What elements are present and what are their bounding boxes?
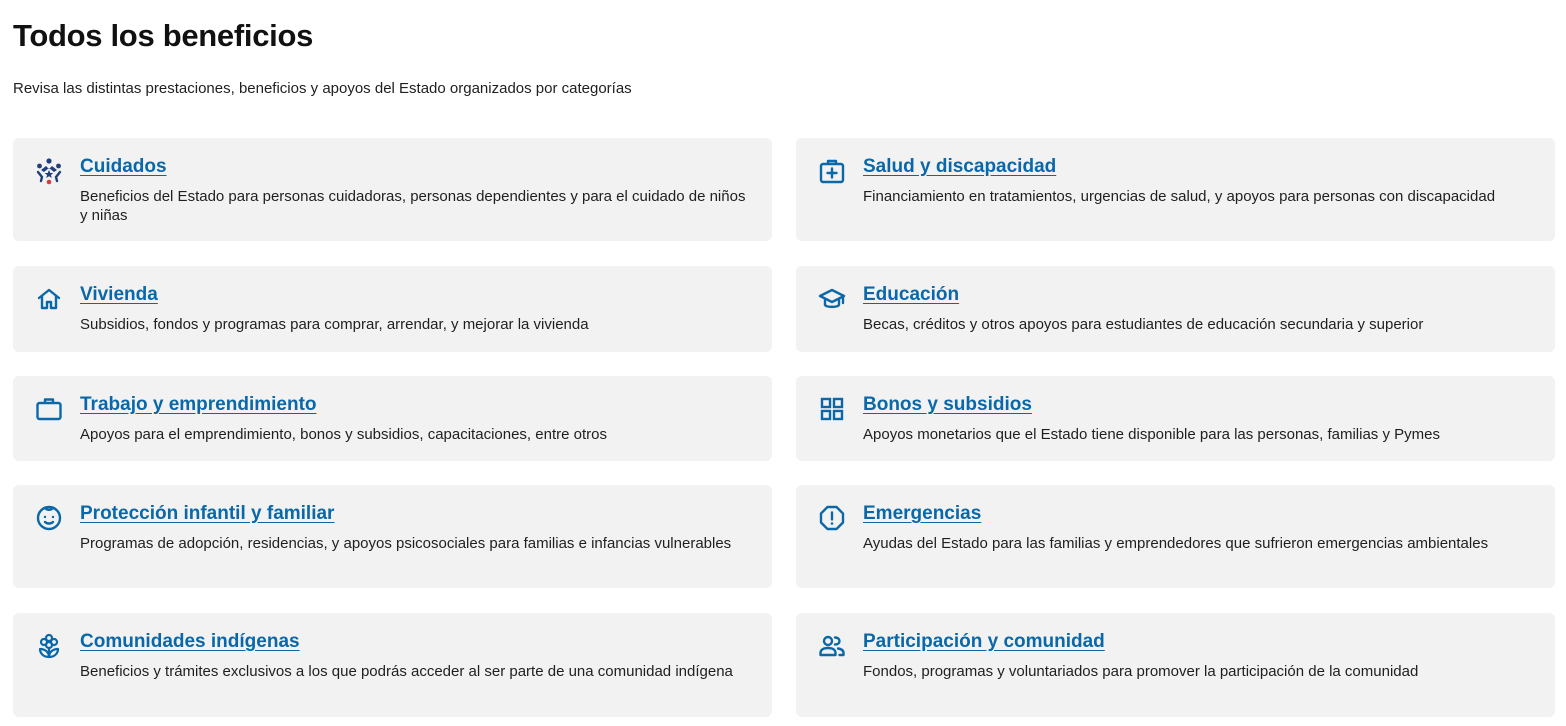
category-link[interactable]: Participación y comunidad [863,631,1105,652]
briefcase-icon [34,394,64,424]
category-description: Financiamiento en tratamientos, urgencias de salud, y apoyos para personas con discapacidad [863,188,1496,205]
category-description: Programas de adopción, residencias, y apoyos psicosociales para familias e infancias vulnerables [80,535,732,552]
child-face-icon [34,503,64,533]
category-card-bonos[interactable] [796,376,1555,461]
category-card-participacion[interactable] [796,613,1555,717]
category-link[interactable]: Educación [863,284,960,305]
category-card-comunidades[interactable] [13,613,772,717]
people-icon [817,631,847,661]
category-link[interactable]: Trabajo y emprendimiento [80,394,317,415]
category-card-emergencias[interactable] [796,485,1555,588]
page-title: Todos los beneficios [13,18,314,53]
caregivers-icon [34,156,64,186]
grid-icon [817,394,847,424]
category-description: Beneficios y trámites exclusivos a los que podrás acceder al ser parte de una comunidad indígena [80,663,733,680]
category-card-vivienda[interactable] [13,266,772,352]
category-description: Beneficios del Estado para personas cuidadoras, personas dependientes y para el cuidado de niños y niñas [80,188,746,224]
category-description: Fondos, programas y voluntariados para promover la participación de la comunidad [863,663,1419,680]
category-description: Apoyos monetarios que el Estado tiene disponible para las personas, familias y Pymes [863,426,1440,443]
flower-icon [34,631,64,661]
category-card-educacion[interactable] [796,266,1555,352]
category-link[interactable]: Cuidados [80,156,167,177]
category-description: Apoyos para el emprendimiento, bonos y subsidios, capacitaciones, entre otros [80,426,607,443]
category-link[interactable]: Comunidades indígenas [80,631,300,652]
category-description: Subsidios, fondos y programas para comprar, arrendar, y mejorar la vivienda [80,316,589,333]
graduation-cap-icon [817,284,847,314]
category-description: Becas, créditos y otros apoyos para estudiantes de educación secundaria y superior [863,316,1424,333]
category-link[interactable]: Vivienda [80,284,158,305]
alert-octagon-icon [817,503,847,533]
category-card-cuidados[interactable] [13,138,772,241]
category-card-salud[interactable] [796,138,1555,241]
category-link[interactable]: Salud y discapacidad [863,156,1057,177]
house-icon [34,284,64,314]
category-card-trabajo[interactable] [13,376,772,461]
page-subtitle: Revisa las distintas prestaciones, beneficios y apoyos del Estado organizados por categorías [13,80,632,97]
category-link[interactable]: Emergencias [863,503,982,524]
category-description: Ayudas del Estado para las familias y emprendedores que sufrieron emergencias ambientales [863,535,1489,552]
category-link[interactable]: Protección infantil y familiar [80,503,335,524]
medical-kit-icon [817,156,847,186]
category-card-proteccion[interactable] [13,485,772,588]
category-link[interactable]: Bonos y subsidios [863,394,1032,415]
